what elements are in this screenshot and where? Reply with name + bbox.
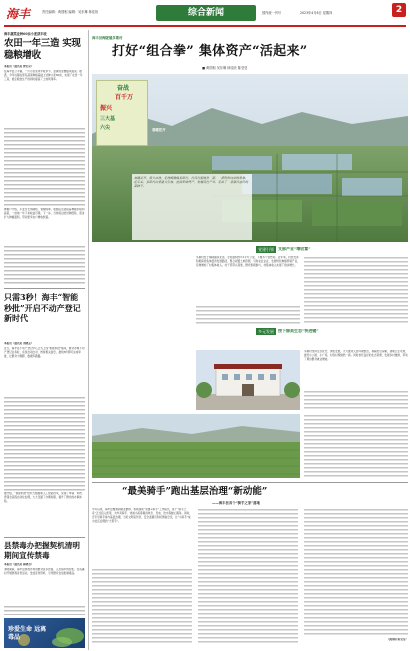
section2-label: 多元发展	[258, 329, 274, 334]
feature-byline: ■ 黄国相 吴东琳 林佳欣 陈莹莹	[202, 66, 248, 70]
calligraphy-line: 奋战	[117, 85, 130, 92]
section2-body-continuation	[304, 414, 408, 478]
village-building-photo	[196, 350, 300, 410]
section1-label: 党建引领	[258, 247, 274, 252]
story3-body-continuation	[4, 605, 85, 615]
publisher-line: 责任编辑：黄国相 编辑：吴东琳 林佳欣	[42, 10, 99, 14]
calligraphy-line: 百千万	[115, 94, 134, 101]
story2-body-continuation	[4, 396, 85, 492]
anti-drug-banner	[4, 618, 85, 648]
bottom-text: 今年以来，海丰县聚焦新就业群体，积极探索“党建+骑手”工作模式，首个“骑手之家”正式投入使用，为外卖骑手、快递小哥等提供休息、充电、饮水等暖心服务。同时，还引导骑手参与基层治理，当好文明宣传员、安全监督员和民情信息员，让“小骑手”成为社区治理的“大帮手”。	[92, 508, 192, 523]
bottom-body-continuation	[304, 508, 408, 636]
feature-headline: 打好“组合拳” 集体资产“活起来”	[112, 44, 308, 59]
issue-date: 2023年4月6日 星期四	[300, 11, 333, 15]
green-field-photo	[92, 414, 300, 478]
section1-body-continuation	[196, 305, 300, 325]
story1-byline: 本报讯（通讯员 钟宏亮）	[4, 65, 34, 68]
calligraphy-line: 六尖	[100, 125, 111, 131]
bottom-subheadline: ——海丰县首个“骑手之家”落地	[212, 501, 260, 505]
bottom-headline: “最美骑手”跑出基层治理“新动能”	[122, 486, 268, 497]
story1-paragraph: 在海丰县公平镇，一片小麦迎来丰收季节，金黄的麦穗随风摇曳。据悉，今年该镇在原有蔬菜种植基础上试种小麦60亩，实现了农田一年三造，稳定粮食生产的同时提高了土地利用率。	[4, 70, 83, 81]
calligraphy-line: 振兴	[100, 105, 113, 112]
page-number: 2	[392, 3, 406, 17]
story2-paragraph: 近日，海丰县不动产登记中心正式上线“智能秒批”服务，群众办理不动产登记业务时，系统自动比对、核验相关信息，最快3秒即可完成审批，让群众少跑腿、数据多跑路。	[4, 347, 85, 358]
story1-body-continuation	[4, 127, 85, 207]
story1-paragraph: 种植户介绍，小麦生长周期短、管理简单，收割后还能接着种植水稻和蔬菜，一亩地一年下来收益可观。下一步，当地将总结试种经验，逐步扩大种植面积，带动更多农户增收致富。	[4, 208, 85, 219]
story1-kicker: 海丰蔬菜业种60亩小麦获丰收	[4, 32, 47, 36]
story1-headline: 农田一年三造 实现稳粮增收	[4, 38, 81, 61]
calligraphy-poster	[96, 80, 148, 146]
bottom-body-continuation	[92, 568, 192, 644]
left-column	[4, 30, 85, 650]
story2-byline: 本报讯（通讯员 刘晓芸）	[4, 342, 34, 345]
feature-kicker: 海丰县梅陇镇多斯村	[92, 36, 123, 40]
masthead	[0, 0, 410, 28]
section1-title: 支部产业“增收富”	[278, 247, 311, 251]
story3-byline: 本报讯（通讯员 林晓君）	[4, 563, 34, 566]
section2-body-continuation	[304, 390, 408, 410]
feature-article	[92, 30, 408, 650]
edition-info: 国内统一刊号	[262, 11, 282, 15]
calligraphy-line: 三大基	[100, 116, 116, 122]
paper-name: 海丰	[6, 7, 31, 21]
aerial-farmland-photo	[92, 74, 408, 242]
bottom-body-continuation	[198, 508, 298, 644]
section1-text: 多斯村位于梅陇镇东北部，全村面积约3.2平方公里，下辖多个自然村。近年来，村党支部积极探索集体经济发展路径，整合闲置土地资源，引进农业企业，发展特色种植养殖产业，有效增加了村集体收入。村干部带头谋划，群众积极参与，村集体收入实现了稳步增长。	[196, 256, 300, 267]
story1-body-continuation	[4, 245, 85, 285]
section-title: 综合新闻	[156, 5, 256, 21]
intro-quote: 春暖花开，低头奋进。走进梅陇镇多斯村，村容村貌焕然一新，一派欣欣向荣的景象。近年来，多斯村以党建为引领，盘活集体资产，发展特色产业，走出了一条强村富民的新路子。	[132, 174, 252, 240]
section2-title: 按下绿美生态“快进键”	[278, 329, 319, 333]
section2-text: 多斯村坚持生态优先、绿色发展，大力推进人居环境整治，拆除危旧房屋，清理卫生死角，建设小公园、小广场，村容村貌焕然一新。同时依托良好的生态资源，发展乡村旅游，带动了周边群众就业增收。	[304, 350, 408, 361]
story3-paragraph: 清明期间，海丰县禁毒办利用群众返乡祭祖、人员集中的契机，在各镇村开展禁毒宣传活动，发放宣传资料，引导群众自觉抵制毒品。	[4, 568, 85, 575]
section1-body-continuation	[304, 256, 408, 324]
photo-caption: 春暖花开	[152, 128, 166, 132]
story2-paragraph: 据介绍，“智能秒批”依托大数据和人工智能技术，实现了申请、审核、登簿全流程自动化处理，大大压缩了办理时限，提升了群众的办事体验。	[4, 492, 85, 503]
story3-headline: 县禁毒办把握契机清明期间宣传禁毒	[4, 541, 80, 560]
story2-headline: 只需3秒！海丰“智能秒批”开启不动产登记新时代	[4, 292, 81, 323]
bottom-end-credit: （黄国相 陈莹莹）	[386, 638, 408, 641]
banner-text: 珍爱生命 远离毒品	[8, 626, 47, 641]
